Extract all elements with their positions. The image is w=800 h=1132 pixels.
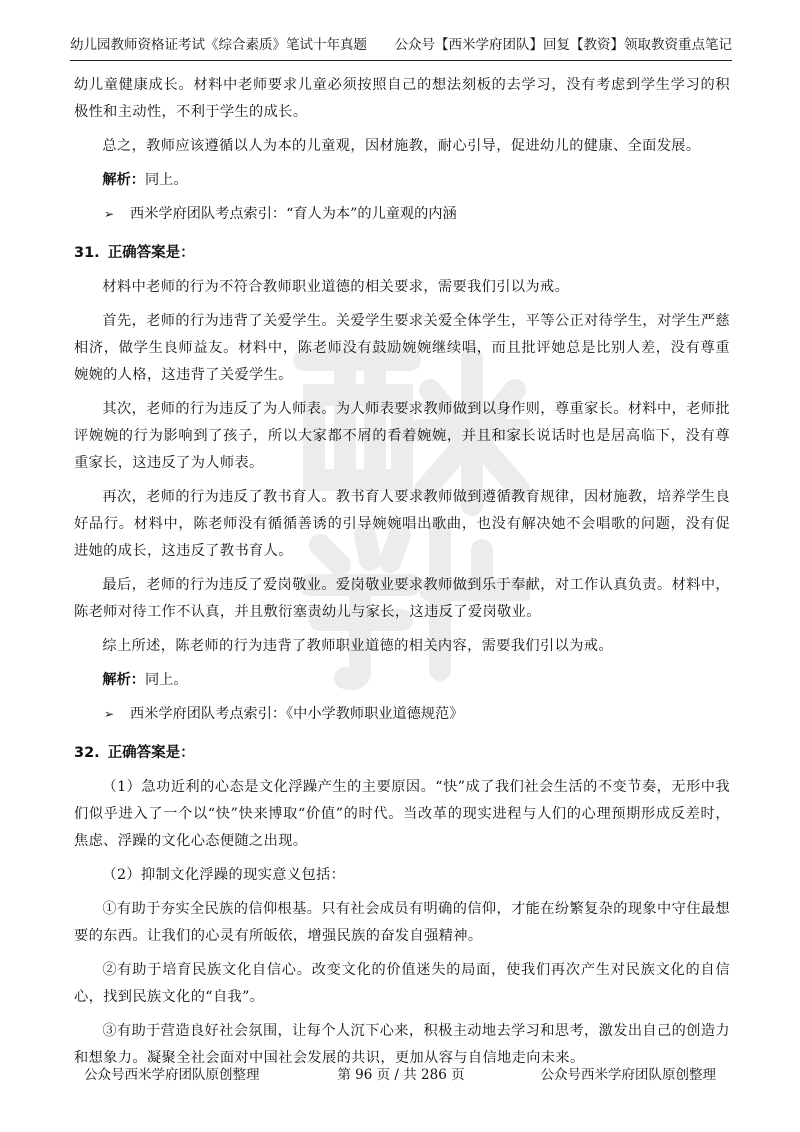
prev-paragraph-1: 幼儿童健康成长。材料中老师要求儿童必须按照自己的想法刻板的去学习，没有考虑到学生学习的积极性和主动性，不利于学生的成长。 (74, 77, 730, 120)
header-left-text: 幼儿园教师资格证考试《综合素质》笔试十年真题 (70, 37, 367, 53)
footer-right-text: 公众号西米学府团队原创整理 (540, 1067, 716, 1083)
prev-index-text: 西米学府团队考点索引：“育人为本”的儿童观的内涵 (130, 206, 457, 222)
question-31-heading (74, 240, 730, 266)
q31-paragraph-6: 综上所述，陈老师的行为违背了教师职业道德的相关内容，需要我们引以为戒。 (102, 638, 613, 654)
footer-left-text: 公众号西米学府团队原创整理 (84, 1067, 260, 1083)
q31-index-text: 西米学府团队考点索引：《中小学教师职业道德规范》 (130, 706, 464, 722)
analysis-label: 解析： (102, 172, 145, 188)
q31-index-item (74, 701, 730, 728)
q32-paragraph-2: （2）抑制文化浮躁的现实意义包括： (102, 867, 346, 883)
analysis-text: 同上。 (144, 172, 188, 188)
header-right-text: 公众号【西米学府团队】回复【教资】领取教资重点笔记 (394, 37, 732, 53)
analysis-text: 同上。 (144, 672, 188, 688)
page-content (74, 72, 730, 1079)
analysis-label: 解析： (102, 672, 145, 688)
question-title: 正确答案是： (107, 245, 195, 261)
prev-paragraph-2: 总之，教师应该遵循以人为本的儿童观，因材施教，耐心引导，促进幼儿的健康、全面发展。 (102, 138, 701, 154)
q32-paragraph-1: （1）急功近利的心态是文化浮躁产生的主要原因。“快”成了我们社会生活的不变节奏，无形中我们似乎进入了一个以“快”快来博取“价值”的时代。当改革的现实进程与人们的心理预期形成反差时，焦虑、浮躁的文化心态便随之出现。 (74, 779, 730, 849)
page-number: 第 96 页 / 共 286 页 (337, 1067, 465, 1083)
q32-paragraph-5: ③有助于营造良好社会氛围，让每个人沉下心来，积极主动地去学习和思考，激发出自己的创造力和想象力。凝聚全社会面对中国社会发展的共识，更加从容与自信地走向未来。 (74, 1023, 730, 1066)
question-32-heading (74, 740, 730, 766)
q32-paragraph-3: ①有助于夯实全民族的信仰根基。只有社会成员有明确的信仰，才能在纷繁复杂的现象中守住最想要的东西。让我们的心灵有所皈依，增强民族的奋发自强精神。 (74, 901, 730, 944)
question-number: 31. (74, 245, 100, 261)
q31-paragraph-5: 最后，老师的行为违反了爱岗敬业。爱岗敬业要求教师做到乐于奉献，对工作认真负责。材料中，陈老师对待工作不认真，并且敷衍塞责幼儿与家长，这违反了爱岗敬业。 (74, 577, 730, 620)
q31-paragraph-3: 其次，老师的行为违反了为人师表。为人师表要求教师做到以身作则，尊重家长。材料中，老师批评婉婉的行为影响到了孩子，所以大家都不屑的看着婉婉，并且和家长说话时也是居高临下，没有尊重家长，这违反了为人师表。 (74, 401, 730, 471)
arrow-bullet-icon: ➢ (104, 207, 115, 221)
prev-analysis (74, 167, 730, 194)
question-number: 32. (74, 745, 100, 761)
q31-paragraph-2: 首先，老师的行为违背了关爱学生。关爱学生要求关爱全体学生，平等公正对待学生，对学生严慈相济，做学生良师益友。材料中，陈老师没有鼓励婉婉继续唱，而且批评她总是比别人差，没有尊重婉婉的人格，这违背了关爱学生。 (74, 313, 730, 383)
page-footer (70, 1060, 732, 1090)
q32-paragraph-4: ②有助于培育民族文化自信心。改变文化的价值迷失的局面，使我们再次产生对民族文化的自信心，找到民族文化的“自我”。 (74, 962, 730, 1005)
page-header (70, 34, 732, 61)
q31-analysis (74, 667, 730, 694)
prev-index-item (74, 201, 730, 228)
question-title: 正确答案是： (107, 745, 195, 761)
q31-paragraph-1: 材料中老师的行为不符合教师职业道德的相关要求，需要我们引以为戒。 (102, 279, 570, 295)
q31-paragraph-4: 再次，老师的行为违反了教书育人。教书育人要求教师做到遵循教育规律，因材施教，培养学生良好品行。材料中，陈老师没有循循善诱的引导婉婉唱出歌曲，也没有解决她不会唱歌的问题，没有促进她的成长，这违反了教书育人。 (74, 489, 730, 559)
arrow-bullet-icon: ➢ (104, 707, 115, 721)
